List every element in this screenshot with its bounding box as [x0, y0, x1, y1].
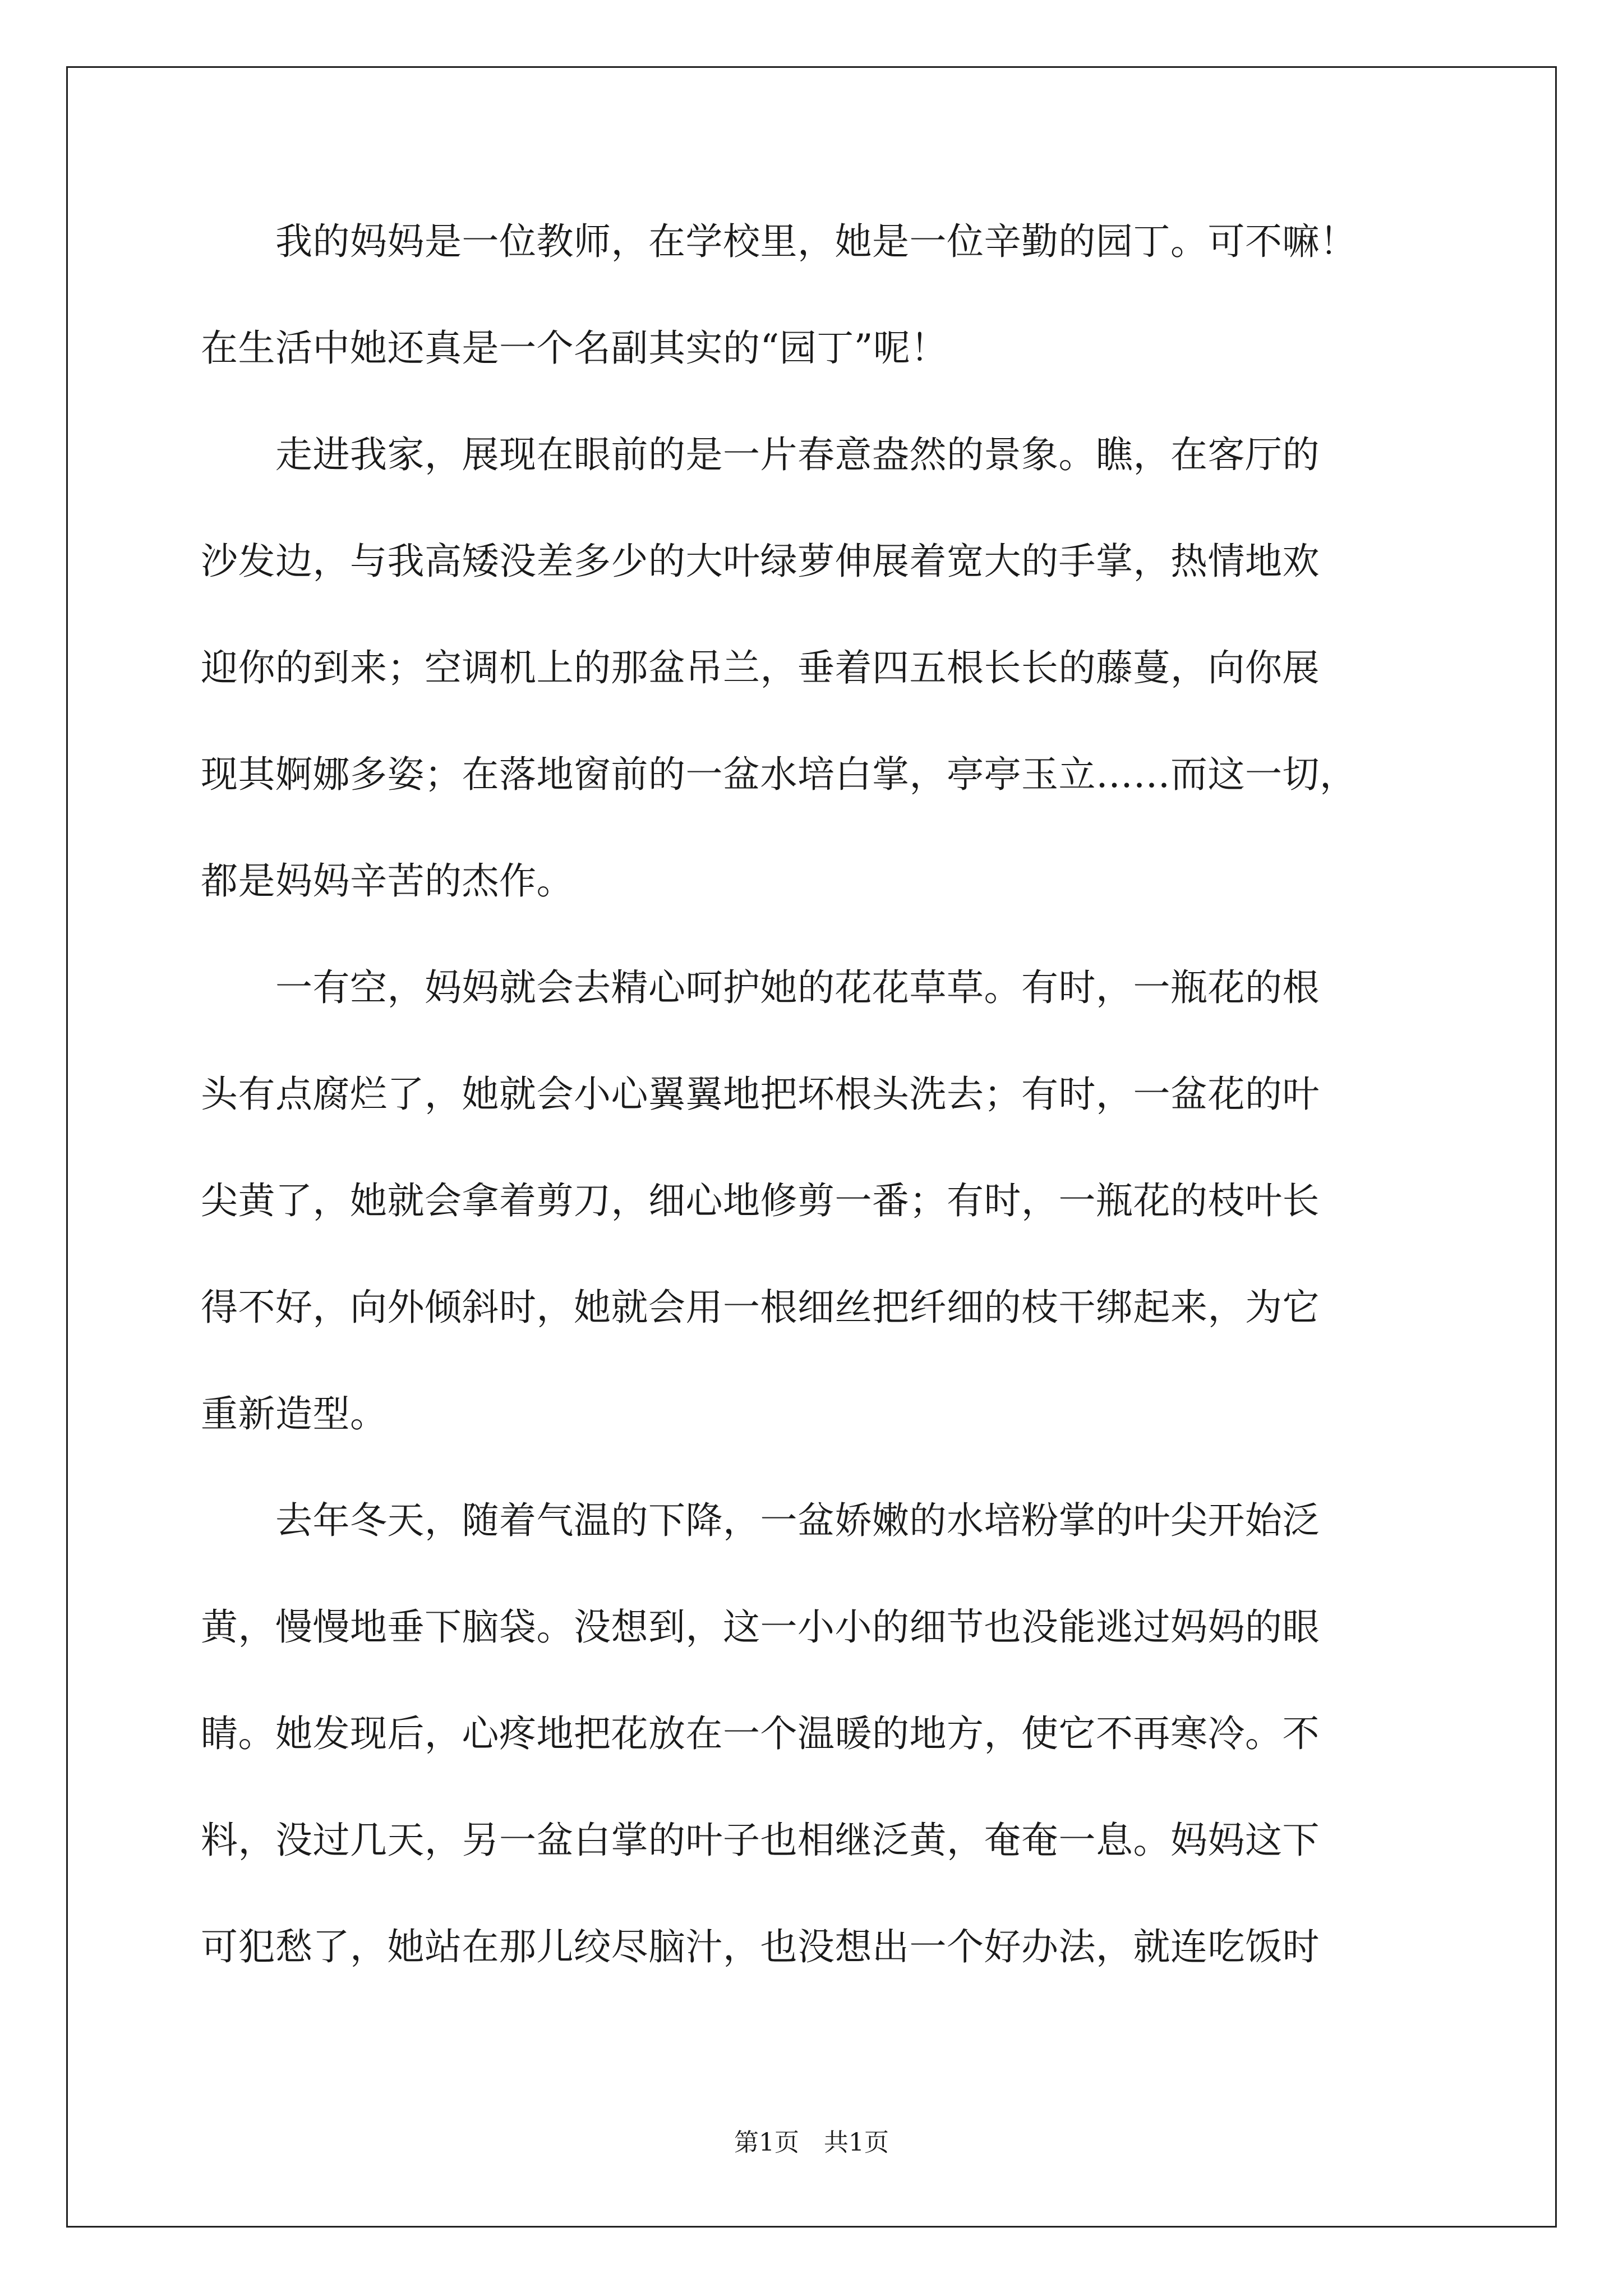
- text-line: 现其婀娜多姿；在落地窗前的一盆水培白掌，亭亭玉立……而这一切，: [201, 753, 1357, 796]
- page-footer: 第1页 共1页: [734, 2128, 889, 2157]
- text-line: 重新造型。: [201, 1392, 388, 1435]
- text-line: 我的妈妈是一位教师，在学校里，她是一位辛勤的园丁。可不嘛！: [201, 220, 1357, 263]
- text-line: 走进我家，展现在眼前的是一片春意盎然的景象。瞧，在客厅的: [201, 433, 1320, 476]
- text-line: 头有点腐烂了，她就会小心翼翼地把坏根头洗去；有时，一盆花的叶: [201, 1073, 1320, 1116]
- text-line: 沙发边，与我高矮没差多少的大叶绿萝伸展着宽大的手掌，热情地欢: [201, 540, 1320, 583]
- page-border: [66, 66, 1557, 2228]
- text-line: 黄，慢慢地垂下脑袋。没想到，这一小小的细节也没能逃过妈妈的眼: [201, 1605, 1320, 1649]
- text-line: 料，没过几天，另一盆白掌的叶子也相继泛黄，奄奄一息。妈妈这下: [201, 1819, 1320, 1862]
- text-line: 迎你的到来；空调机上的那盆吊兰，垂着四五根长长的藤蔓，向你展: [201, 646, 1320, 689]
- text-line: 得不好，向外倾斜时，她就会用一根细丝把纤细的枝干绑起来，为它: [201, 1286, 1320, 1329]
- text-line: 可犯愁了，她站在那儿绞尽脑汁，也没想出一个好办法，就连吃饭时: [201, 1925, 1320, 1968]
- text-line: 都是妈妈辛苦的杰作。: [201, 859, 574, 903]
- text-line: 一有空，妈妈就会去精心呵护她的花花草草。有时，一瓶花的根: [201, 966, 1320, 1009]
- text-line: 睛。她发现后，心疼地把花放在一个温暖的地方，使它不再寒冷。不: [201, 1712, 1320, 1755]
- text-line: 去年冬天，随着气温的下降，一盆娇嫩的水培粉掌的叶尖开始泛: [201, 1499, 1320, 1542]
- text-line: 在生活中她还真是一个名副其实的“园丁”呢！: [201, 326, 948, 370]
- text-line: 尖黄了，她就会拿着剪刀，细心地修剪一番；有时，一瓶花的枝叶长: [201, 1179, 1320, 1222]
